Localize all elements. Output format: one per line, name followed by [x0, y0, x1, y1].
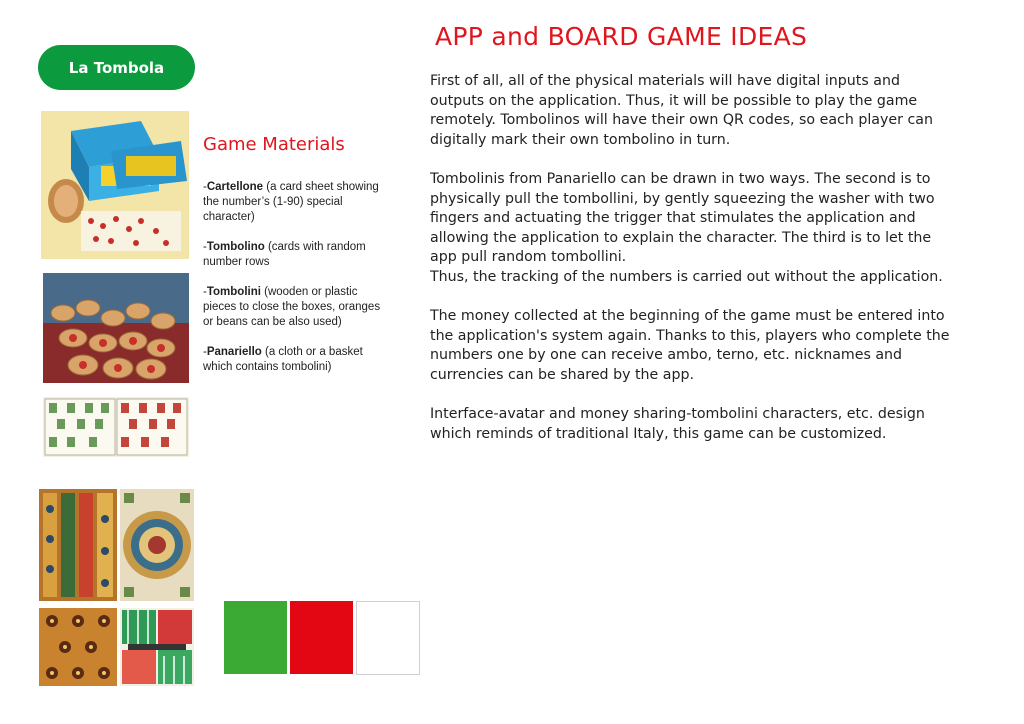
material-term: Tombolini: [206, 286, 261, 298]
tombolini-pieces-photo: [43, 273, 189, 383]
paragraph: Tombolinis from Panariello can be drawn in two ways. The second is to physically pull the tombollini, by gently squeezing the washer with two fingers and actuating the trigger that stimulates the application and allowing the application to explain the character. The third is to let the app pull random tombollini. Thus, the tracking of the numbers is carried out without the application.: [430, 170, 943, 285]
paragraph: First of all, all of the physical materials will have digital inputs and outputs on the application. Thus, it will be possible to play the game remotely. Tombolinos will have their own QR codes, so each player can digitally mark their own tombolino in turn.: [430, 73, 933, 148]
ornament-pattern-2: [120, 489, 194, 601]
page-title: APP and BOARD GAME IDEAS: [435, 22, 808, 51]
material-term: Panariello: [206, 346, 262, 358]
material-item-tombolini: -Tombolini (wooden or plastic pieces to close the boxes, oranges or beans can be also used): [203, 286, 381, 328]
material-desc: (a cloth or a basket which contains tombolini): [203, 346, 363, 373]
tombola-box-photo: [41, 111, 189, 259]
paragraph: Interface-avatar and money sharing-tombolini characters, etc. design which reminds of traditional Italy, this game can be customized.: [430, 406, 925, 442]
swatch-white: [356, 601, 420, 675]
badge-label: La Tombola: [68, 58, 165, 77]
ornament-pattern-4: [120, 608, 194, 686]
material-desc: (wooden or plastic pieces to close the boxes, oranges or beans can be also used): [203, 286, 381, 328]
body-text: [430, 72, 950, 464]
material-term: Cartellone: [206, 181, 264, 193]
material-item-cartellone: -Cartellone (a card sheet showing the number’s (1-90) special character): [203, 181, 379, 223]
cartellone-cards-photo: [43, 397, 189, 457]
material-term: Tombolino: [206, 241, 265, 253]
la-tombola-badge[interactable]: [38, 45, 195, 90]
game-materials-heading: Game Materials: [203, 134, 345, 155]
game-materials-list: [203, 180, 393, 390]
paragraph: The money collected at the beginning of the game must be entered into the application's system again. Thanks to this, players who complete the numbers one by one can receive ambo, terno, etc. nicknames and currencies can be shared by the app.: [430, 308, 950, 383]
swatch-green: [224, 601, 287, 674]
material-item-tombolino: -Tombolino (cards with random number rows: [203, 241, 366, 268]
material-item-panariello: -Panariello (a cloth or a basket which contains tombolini): [203, 346, 363, 373]
material-desc: (a card sheet showing the number’s (1-90) special character): [203, 181, 379, 223]
material-desc: (cards with random number rows: [203, 241, 366, 268]
ornament-pattern-1: [39, 489, 117, 601]
swatch-red: [290, 601, 353, 674]
ornament-pattern-3: [39, 608, 117, 686]
